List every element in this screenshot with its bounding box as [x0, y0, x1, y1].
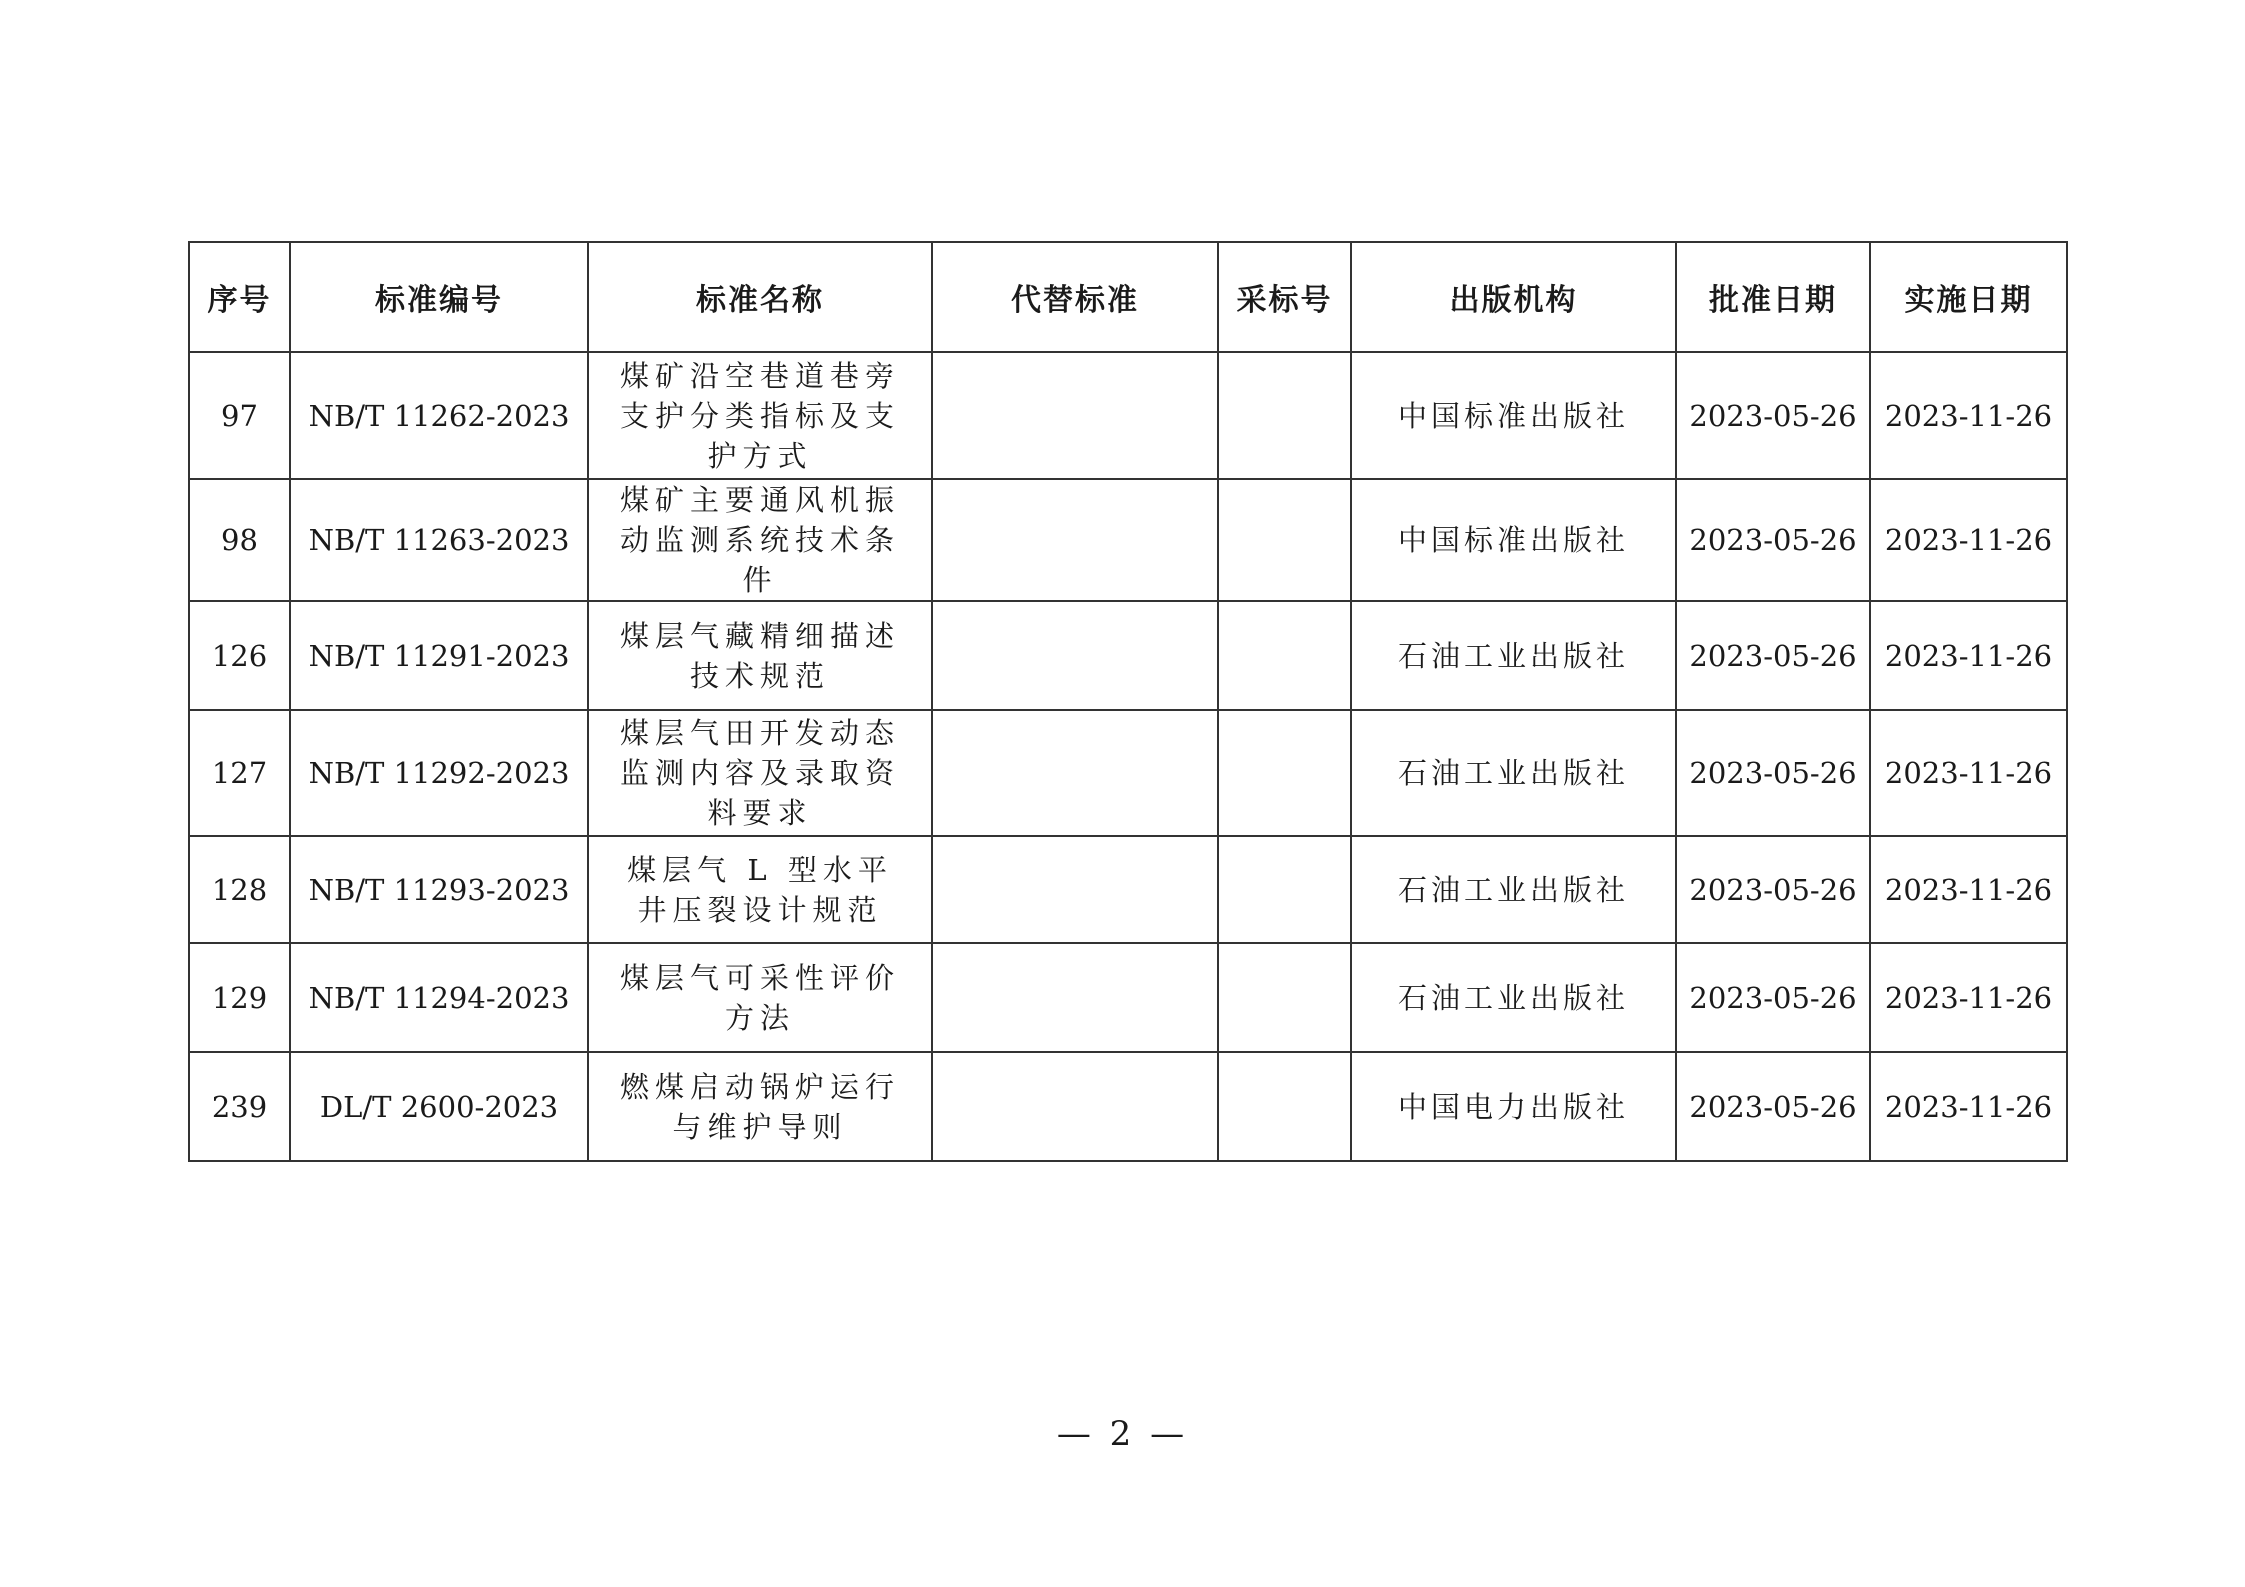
cell-adopted [1218, 479, 1351, 601]
cell-effective: 2023-11-26 [1870, 479, 2067, 601]
cell-seq: 129 [189, 943, 290, 1052]
cell-adopted [1218, 836, 1351, 943]
cell-replaces [932, 943, 1218, 1052]
standards-table [188, 241, 2068, 1162]
table-row [189, 710, 2067, 836]
header-adopted: 采标号 [1218, 242, 1351, 352]
cell-seq: 98 [189, 479, 290, 601]
cell-publisher: 石油工业出版社 [1351, 836, 1676, 943]
cell-effective: 2023-11-26 [1870, 352, 2067, 479]
cell-replaces [932, 352, 1218, 479]
cell-effective: 2023-11-26 [1870, 943, 2067, 1052]
cell-adopted [1218, 1052, 1351, 1161]
cell-name: 煤层气藏精细描述技术规范 [588, 601, 932, 710]
cell-code: NB/T 11263-2023 [290, 479, 588, 601]
cell-approved: 2023-05-26 [1676, 352, 1870, 479]
cell-seq: 126 [189, 601, 290, 710]
cell-adopted [1218, 601, 1351, 710]
header-code: 标准编号 [290, 242, 588, 352]
table-header [189, 242, 2067, 352]
cell-publisher: 中国标准出版社 [1351, 479, 1676, 601]
table-row [189, 1052, 2067, 1161]
cell-name: 煤层气 L 型水平井压裂设计规范 [588, 836, 932, 943]
cell-name: 煤层气田开发动态监测内容及录取资料要求 [588, 710, 932, 836]
cell-effective: 2023-11-26 [1870, 1052, 2067, 1161]
cell-effective: 2023-11-26 [1870, 601, 2067, 710]
cell-approved: 2023-05-26 [1676, 943, 1870, 1052]
cell-adopted [1218, 710, 1351, 836]
table-row [189, 479, 2067, 601]
cell-code: NB/T 11292-2023 [290, 710, 588, 836]
page-number: — 2 — [1056, 1414, 1189, 1454]
table-body [189, 352, 2067, 1161]
header-row [189, 242, 2067, 352]
header-effective: 实施日期 [1870, 242, 2067, 352]
cell-adopted [1218, 352, 1351, 479]
cell-publisher: 石油工业出版社 [1351, 943, 1676, 1052]
table-row [189, 601, 2067, 710]
cell-seq: 97 [189, 352, 290, 479]
cell-replaces [932, 710, 1218, 836]
cell-adopted [1218, 943, 1351, 1052]
cell-approved: 2023-05-26 [1676, 1052, 1870, 1161]
cell-publisher: 中国标准出版社 [1351, 352, 1676, 479]
cell-seq: 128 [189, 836, 290, 943]
cell-name: 煤层气可采性评价方法 [588, 943, 932, 1052]
cell-name: 煤矿主要通风机振动监测系统技术条件 [588, 479, 932, 601]
cell-name: 燃煤启动锅炉运行与维护导则 [588, 1052, 932, 1161]
table-row [189, 943, 2067, 1052]
cell-replaces [932, 601, 1218, 710]
cell-publisher: 石油工业出版社 [1351, 601, 1676, 710]
cell-seq: 239 [189, 1052, 290, 1161]
cell-approved: 2023-05-26 [1676, 836, 1870, 943]
table-row [189, 836, 2067, 943]
cell-approved: 2023-05-26 [1676, 601, 1870, 710]
cell-publisher: 石油工业出版社 [1351, 710, 1676, 836]
header-name: 标准名称 [588, 242, 932, 352]
cell-name: 煤矿沿空巷道巷旁支护分类指标及支护方式 [588, 352, 932, 479]
header-approved: 批准日期 [1676, 242, 1870, 352]
cell-replaces [932, 836, 1218, 943]
cell-effective: 2023-11-26 [1870, 710, 2067, 836]
cell-approved: 2023-05-26 [1676, 710, 1870, 836]
cell-effective: 2023-11-26 [1870, 836, 2067, 943]
cell-replaces [932, 479, 1218, 601]
cell-code: NB/T 11262-2023 [290, 352, 588, 479]
cell-code: DL/T 2600-2023 [290, 1052, 588, 1161]
table-row [189, 352, 2067, 479]
cell-code: NB/T 11294-2023 [290, 943, 588, 1052]
header-publisher: 出版机构 [1351, 242, 1676, 352]
cell-code: NB/T 11293-2023 [290, 836, 588, 943]
header-seq: 序号 [189, 242, 290, 352]
cell-publisher: 中国电力出版社 [1351, 1052, 1676, 1161]
header-replaces: 代替标准 [932, 242, 1218, 352]
cell-replaces [932, 1052, 1218, 1161]
cell-approved: 2023-05-26 [1676, 479, 1870, 601]
cell-seq: 127 [189, 710, 290, 836]
cell-code: NB/T 11291-2023 [290, 601, 588, 710]
